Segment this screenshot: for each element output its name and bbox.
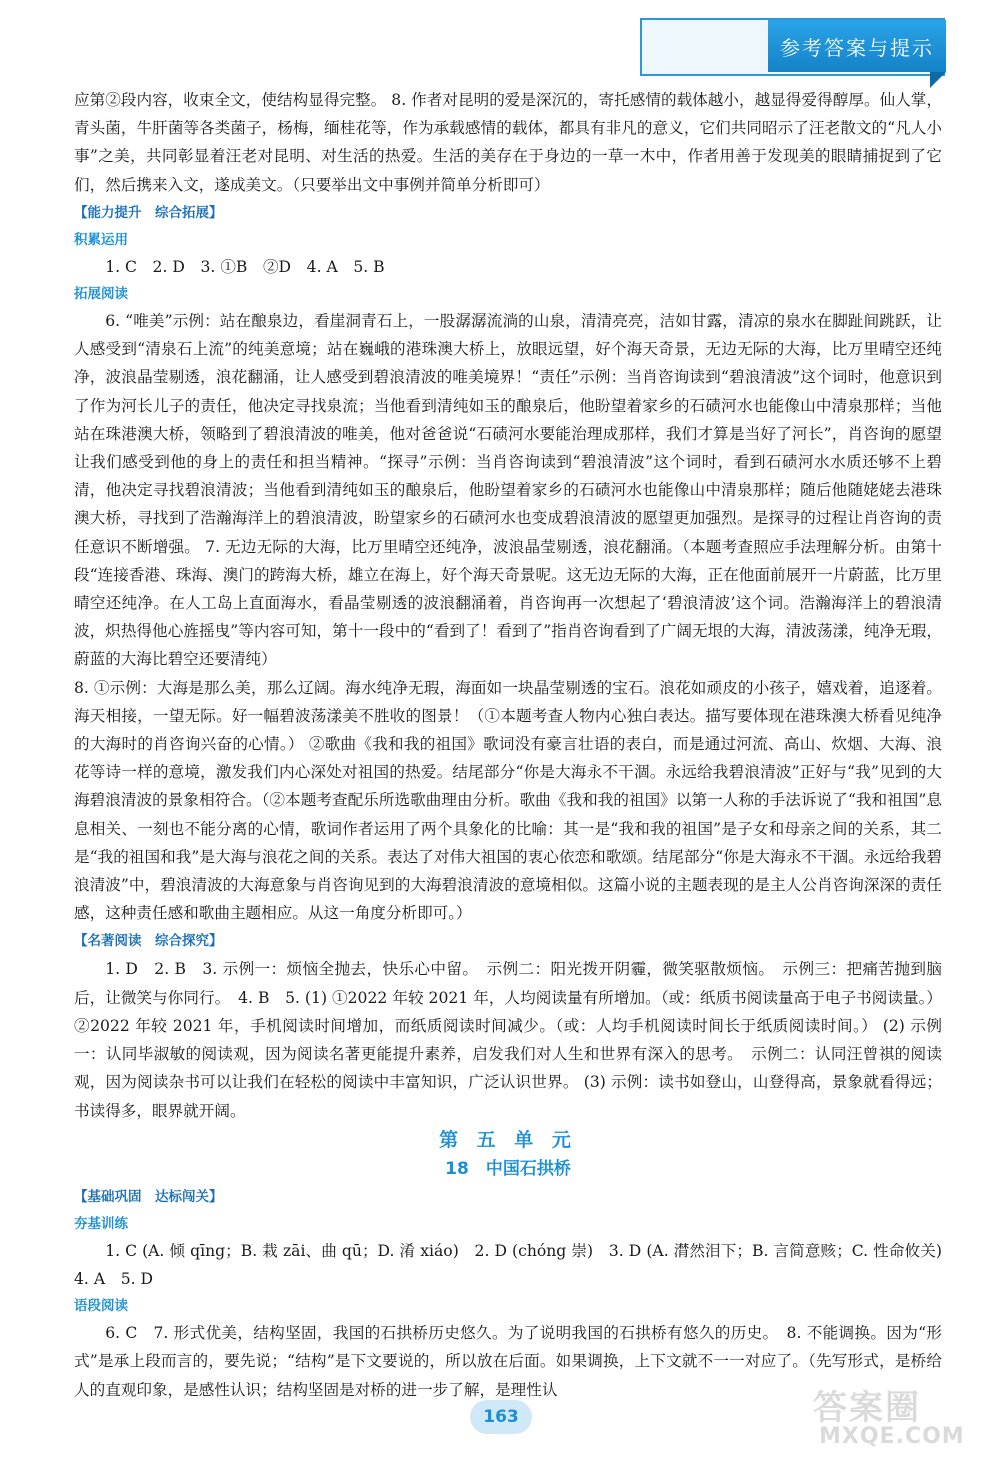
answer-extended-reading-8: 8. ①示例：大海是那么美，那么辽阔。海水纯净无瑕，海面如一块晶莹剔透的宝石。浪花如顽皮的小孩子，嬉戏着，追逐着。海天相接，一望无际。好一幅碧波荡漾美不胜收的图景！（①本题考查人物内心独白表达。描写要体现在港珠澳大桥看见纯净的大海时的肖咨询兴奋的心情。） ②歌曲《我和我的祖国》歌词没有豪言壮语的表白，而是通过河流、高山、炊烟、大海、浪花等诗一样的意境，激发我们内心深处对祖国的热爱。结尾部分“你是大海永不干涸。永远给我碧浪清波”正好与“我”见到的大海碧浪清波的景象相符合。（②本题考查配乐所选歌曲理由分析。歌曲《我和我的祖国》以第一人称的手法诉说了“我和祖国”息息相关、一刻也不能分离的心情，歌词作者运用了两个具象化的比喻：其一是“我和我的祖国”是子女和母亲之间的关系，其二是“我的祖国和我”是大海与浪花之间的关系。表达了对伟大祖国的衷心依恋和歌颂。结尾部分“你是大海永不干涸。永远给我碧浪清波”中，碧浪清波的大海意象与肖咨询见到的大海碧浪清波的意境相似。这篇小说的主题表现的是主人公肖咨询深深的责任感，这种责任感和歌曲主题相应。从这一角度分析即可。） xyxy=(74,678,942,923)
watermark-line1: 答案圈 xyxy=(813,1388,921,1428)
header-tag: 参考答案与提示 xyxy=(768,20,946,72)
subheading-accumulation: 积累运用 xyxy=(74,231,128,248)
page-number: 163 xyxy=(470,1400,532,1434)
section-heading-ability: 【能力提升 综合拓展】 xyxy=(74,204,223,221)
watermark-logo xyxy=(805,1380,985,1455)
lesson-title: 18 中国石拱桥 xyxy=(445,1158,571,1179)
subheading-extended-reading: 拓展阅读 xyxy=(74,286,128,303)
answers-passage-reading: 6. C 7. 形式优美，结构坚固，我国的石拱桥历史悠久。为了说明我国的石拱桥有悠久的历史。 8. 不能调换。因为“形式”是承上段而言的，要先说；“结构”是下文要说的，所以放在后面。如果调换，上下文就不一一对应了。（先写形式，是桥给人的直观印象，是感性认识；结构坚固是对桥的进一步了解，是理性认 xyxy=(74,1324,942,1399)
answer-extended-reading-6-7: 6. “唯美”示例：站在酿泉边，看崖洞青石上，一股潺潺流淌的山泉，清清亮亮，洁如甘露，清凉的泉水在脚趾间跳跃，让人感受到“清泉石上流”的纯美意境；站在巍峨的港珠澳大桥上，放眼远望，好个海天奇景，无边无际的大海，比万里晴空还纯净，波浪晶莹剔透，浪花翻涌，让人感受到碧浪清波的唯美境界！“责任”示例：当肖咨询读到“碧浪清波”这个词时，他意识到了作为河长儿子的责任，他决定寻找泉流；当他看到清纯如玉的酿泉后，他盼望着家乡的石碛河水也能像山中清泉那样；当他站在珠港澳大桥，领略到了碧浪清波的唯美，他对爸爸说“石碛河水要能治理成那样，我们才算是当好了河长”，肖咨询的愿望让我们感受到他的身上的责任和担当精神。“探寻”示例：当肖咨询读到“碧浪清波”这个词时，看到石碛河水水质还够不上碧清，他决定寻找碧浪清波；当他看到清纯如玉的酿泉后，他盼望着家乡的石碛河水也能像山中清泉那样；随后他随姥姥去港珠澳大桥，寻找到了浩瀚海洋上的碧浪清波，盼望家乡的石碛河水也变成碧浪清波的愿望更加强烈。是探寻的过程让肖咨询的责任意识不断增强。 7. 无边无际的大海，比万里晴空还纯净，波浪晶莹剔透，浪花翻涌。（本题考查照应手法理解分析。由第十段“连接香港、珠海、澳门的跨海大桥，雄立在海上，好个海天奇景呢。这无边无际的大海，正在他面前展开一片蔚蓝，比万里晴空还纯净。在人工岛上直面海水，看晶莹剔透的波浪翻涌着，肖咨询再一次想起了‘碧浪清波’这个词。浩瀚海洋上的碧浪清波，炽热得他心旌摇曳”等内容可知，第十一段中的“看到了！看到了”指肖咨询看到了广阔无垠的大海，清波荡漾，纯净无瑕，蔚蓝的大海比碧空还要清纯） xyxy=(74,312,942,669)
watermark-line2: MXQE.COM xyxy=(819,1424,965,1449)
subheading-foundation-training: 夯基训练 xyxy=(74,1215,128,1232)
answers-foundation-training: 1. C (A. 倾 qīng；B. 栽 zāi、曲 qū；D. 淆 xiáo) 2. D (chóng 崇) 3. D (A. 潸然泪下；B. 言简意赅；C. 性命攸关) 4. A 5. D xyxy=(74,1241,958,1288)
answers-classics: 1. D 2. B 3. 示例一：烦恼全抛去，快乐心中留。 示例二：阳光拨开阴霾，微笑驱散烦恼。 示例三：把痛苦抛到脑后，让微笑与你同行。 4. B 5. (1) ①2022 年较 2021 年，人均阅读量有所增加。（或：纸质书阅读量高于电子书阅读量。） ②2022 年较 2021 年，手机阅读时间增加，而纸质阅读时间减少。（或：人均手机阅读时间长于纸质阅读时间。） (2) 示例一：认同毕淑敏的阅读观，因为阅读名著更能提升素养，启发我们对人生和世界有深入的思考。 示例二：认同汪曾祺的阅读观，因为阅读杂书可以让我们在轻松的阅读中丰富知识，广泛认识世界。 (3) 示例：读书如登山，山登得高，景象就看得远；书读得多，眼界就开阔。 xyxy=(74,960,942,1120)
answer-content xyxy=(74,86,958,1404)
section-heading-classics: 【名著阅读 综合探究】 xyxy=(74,933,223,950)
subheading-passage-reading: 语段阅读 xyxy=(74,1298,128,1315)
section-heading-basics: 【基础巩固 达标闯关】 xyxy=(74,1188,223,1205)
answers-accumulation: 1. C 2. D 3. ①B ②D 4. A 5. B xyxy=(105,257,385,276)
unit-title: 第 五 单 元 xyxy=(439,1128,577,1151)
paragraph-continuation: 应第②段内容，收束全文，使结构显得完整。 8. 作者对昆明的爱是深沉的，寄托感情的载体越小，越显得爱得醇厚。仙人掌，青头菌，牛肝菌等各类菌子，杨梅，缅桂花等，作为承载感情的载体，都具有非凡的意义，它们共同昭示了汪老散文的“凡人小事”之美，共同彰显着汪老对昆明、对生活的热爱。生活的美存在于身边的一草一木中，作者用善于发现美的眼睛捕捉到了它们，然后携来入文，遂成美文。（只要举出文中事例并简单分析即可） xyxy=(74,91,942,194)
